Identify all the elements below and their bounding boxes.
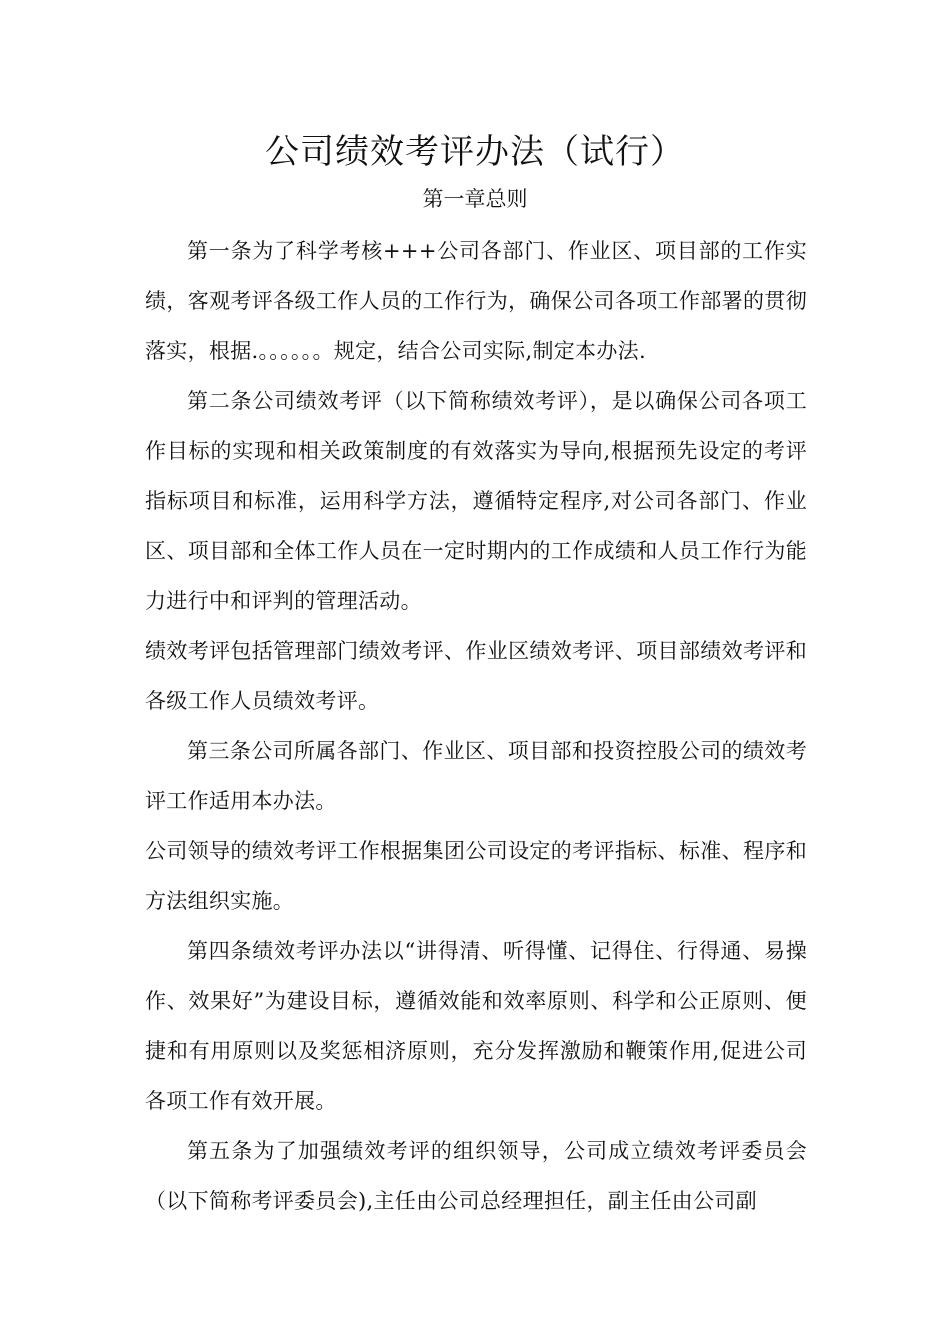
chapter-heading: 第一章总则 xyxy=(422,187,528,211)
paragraph-article-4: 第四条绩效考评办法以“讲得清、听得懂、记得住、行得通、易操作、效果好”为建设目标，遵循效能和效率原则、科学和公正原则、便捷和有用原则以及奖惩相济原则，充分发挥激励和鞭策作用,促进公司各项工作有效开展。 xyxy=(145,939,807,1113)
paragraph-article-2: 第二条公司绩效考评（以下简称绩效考评），是以确保公司各项工作目标的实现和相关政策制度的有效落实为导向,根据预先设定的考评指标项目和标准，运用科学方法，遵循特定程序,对公司各部门、作业区、项目部和全体工作人员在一定时期内的工作成绩和人员工作行为能力进行中和评判的管理活动。 xyxy=(145,389,807,613)
paragraph-article-3-leadership: 公司领导的绩效考评工作根据集团公司设定的考评指标、标准、程序和方法组织实施。 xyxy=(145,839,807,913)
document-body xyxy=(145,226,807,1226)
document-title: 公司绩效考评办法（试行） xyxy=(265,132,685,172)
paragraph-article-5: 第五条为了加强绩效考评的组织领导，公司成立绩效考评委员会（以下简称考评委员会),主任由公司总经理担任，副主任由公司副 xyxy=(145,1139,807,1213)
paragraph-article-1: 第一条为了科学考核+++公司各部门、作业区、项目部的工作实绩，客观考评各级工作人员的工作行为，确保公司各项工作部署的贯彻落实，根据.。。。。。。规定，结合公司实际,制定本办法. xyxy=(145,239,807,363)
paragraph-article-3: 第三条公司所属各部门、作业区、项目部和投资控股公司的绩效考评工作适用本办法。 xyxy=(145,739,807,813)
paragraph-article-2-scope: 绩效考评包括管理部门绩效考评、作业区绩效考评、项目部绩效考评和各级工作人员绩效考评。 xyxy=(145,639,807,713)
